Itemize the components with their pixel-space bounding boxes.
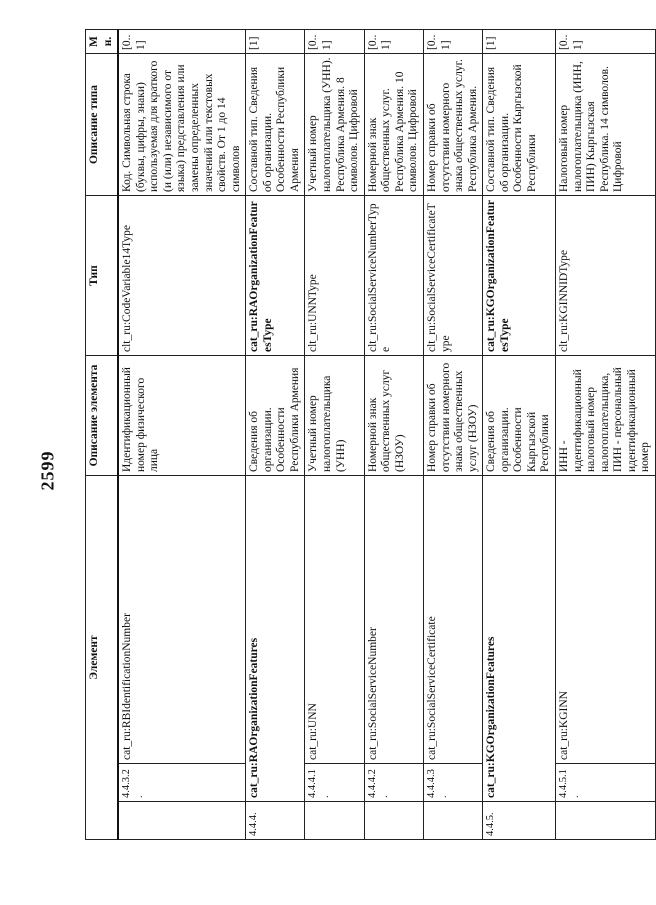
type-description: Составной тип. Сведения об организации. Особенности Республики Армения xyxy=(246,54,305,196)
row-number: 4.4.4.2. xyxy=(364,764,423,802)
element-name: cat_ru:KGOrganizationFeatures xyxy=(483,476,556,802)
table-row xyxy=(483,30,556,840)
element-description: Идентификационный номер физического лица xyxy=(118,356,246,476)
indent-cell xyxy=(118,802,246,840)
type-name: clt_ru:SocialServiceNumberType xyxy=(364,196,423,356)
type-description: Учетный номер налогоплательщика (УНН). Республика Армения. 8 символов. Цифровой xyxy=(305,54,364,196)
element-name: cat_ru:UNN xyxy=(305,476,364,764)
header-mn: Мн. xyxy=(86,30,119,54)
table-header-row xyxy=(86,30,119,840)
type-name: cat_ru:KGOrganizationFeaturesType xyxy=(483,196,556,356)
table-row xyxy=(364,30,423,840)
element-name: cat_ru:RAOrganizationFeatures xyxy=(246,476,305,802)
indent-cell xyxy=(364,802,423,840)
element-description: Сведения об организации. Особенности Республики Армения xyxy=(246,356,305,476)
element-name: cat_ru:RBIdentificationNumber xyxy=(118,476,246,764)
rotated-table-wrapper xyxy=(85,30,652,840)
rotated-table xyxy=(85,30,652,840)
header-type-desc: Описание типа xyxy=(86,54,119,196)
row-number: 4.4.4.1. xyxy=(305,764,364,802)
multiplicity: [0..1] xyxy=(556,30,656,54)
type-name: clt_ru:CodeVariable14Type xyxy=(118,196,246,356)
type-description: Код. Символьная строка (буквы, цифры, знаки) используемая для краткого (и (или) независимого от языка) представления или замены определенных значений или текстовых свойств. От 1 до 14 символов xyxy=(118,54,246,196)
element-description: Учетный номер налогоплательщика (УНН) xyxy=(305,356,364,476)
multiplicity: [0..1] xyxy=(423,30,482,54)
row-number: 4.4.5.1. xyxy=(556,764,656,802)
multiplicity: [0..1] xyxy=(305,30,364,54)
multiplicity: [0..1] xyxy=(118,30,246,54)
table-row xyxy=(423,30,482,840)
indent-cell xyxy=(305,802,364,840)
type-name: clt_ru:UNNType xyxy=(305,196,364,356)
type-description: Составной тип. Сведения об организации. Особенности Кыргызской Республики xyxy=(483,54,556,196)
multiplicity: [1] xyxy=(483,30,556,54)
type-name: clt_ru:SocialServiceCertificateType xyxy=(423,196,482,356)
indent-cell xyxy=(556,802,656,840)
type-description: Номер справки об отсутствии номерного знака общественных услуг. Республика Армения. xyxy=(423,54,482,196)
element-description: Номерной знак общественных услуг (НЗОУ) xyxy=(364,356,423,476)
type-name: clt_ru:KGINNIDType xyxy=(556,196,656,356)
element-description: Сведения об организации. Особенности Кыргызской Республики xyxy=(483,356,556,476)
type-description: Номерной знак общественных услуг. Республика Армения. 10 символов. Цифровой xyxy=(364,54,423,196)
page-number: 2599 xyxy=(37,450,58,491)
type-name: cat_ru:RAOrganizationFeaturesType xyxy=(246,196,305,356)
table-row xyxy=(246,30,305,840)
header-type: Тип xyxy=(86,196,119,356)
element-name: cat_ru:SocialServiceCertificate xyxy=(423,476,482,764)
type-description: Налоговый номер налогоплательщика (ИНН, ПИН) Кыргызская Республика. 14 символов. Цифровой xyxy=(556,54,656,196)
row-number: 4.4.5. xyxy=(483,802,556,840)
table-row xyxy=(118,30,246,840)
header-element-desc: Описание элемента xyxy=(86,356,119,476)
element-description: Номер справки об отсутствии номерного знака общественных услуг (НЗОУ) xyxy=(423,356,482,476)
multiplicity: [1] xyxy=(246,30,305,54)
indent-cell xyxy=(423,802,482,840)
element-name: cat_ru:SocialServiceNumber xyxy=(364,476,423,764)
row-number: 4.4.3.2. xyxy=(118,764,246,802)
row-number: 4.4.4.3. xyxy=(423,764,482,802)
table-row xyxy=(556,30,656,840)
table-row xyxy=(305,30,364,840)
row-number: 4.4.4. xyxy=(246,802,305,840)
element-description: ИНН - идентификационный налоговый номер налогоплательщика, ПИН - персональный идентификационный номер xyxy=(556,356,656,476)
multiplicity: [0..1] xyxy=(364,30,423,54)
header-element: Элемент xyxy=(86,476,119,840)
element-name: cat_ru:KGINN xyxy=(556,476,656,764)
spec-table xyxy=(85,29,656,840)
